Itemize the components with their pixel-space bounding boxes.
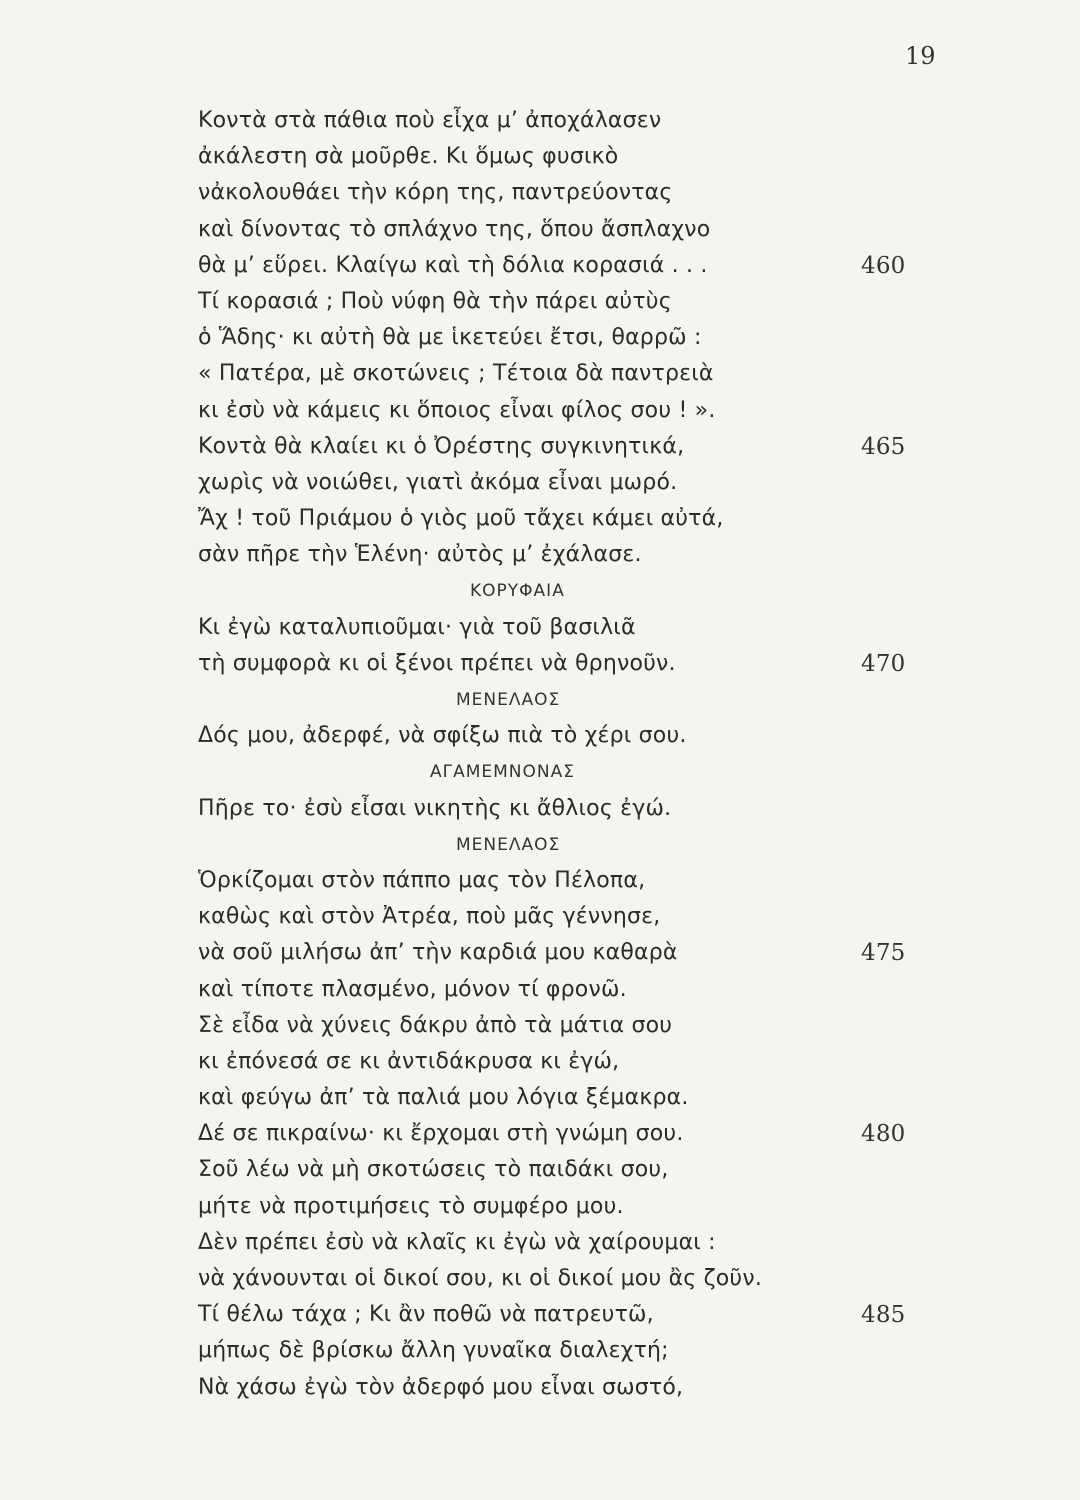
- speaker-name: ΑΓΑΜΕΜΝΟΝΑΣ: [430, 762, 575, 783]
- verse-text: Σοῦ λέω νὰ μὴ σκοτώσεις τὸ παιδάκι σου,: [198, 1157, 669, 1183]
- verse-line: [198, 1080, 918, 1116]
- poem-text: [198, 103, 918, 1406]
- verse-line: [198, 429, 918, 465]
- line-number: 465: [861, 433, 906, 460]
- verse-text: νὰ χάνουνται οἱ δικοί σου, κι οἱ δικοί μου ἂς ζοῦν.: [198, 1266, 763, 1291]
- page-number: 19: [905, 42, 936, 70]
- verse-line: [198, 1333, 918, 1369]
- verse-text: κι ἐσὺ νὰ κάμεις κι ὅποιος εἶναι φίλος σου ! ».: [198, 397, 716, 423]
- verse-line: [198, 103, 918, 139]
- line-number: 460: [861, 252, 906, 279]
- line-number: 470: [861, 650, 906, 677]
- verse-text: καθὼς καὶ στὸν Ἀτρέα, ποὺ μᾶς γέννησε,: [198, 904, 661, 930]
- verse-line: [198, 791, 918, 827]
- verse-line: [198, 1297, 918, 1333]
- verse-text: Κοντὰ στὰ πάθια ποὺ εἶχα μ’ ἀποχάλασεν: [198, 108, 662, 133]
- verse-text: νἀκολουθάει τὴν κόρη της, παντρεύοντας: [198, 180, 673, 206]
- line-number: 480: [861, 1121, 906, 1148]
- verse-line: [198, 1370, 918, 1406]
- verse-line: [198, 175, 918, 211]
- verse-line: [198, 1225, 918, 1261]
- verse-line: [198, 1261, 918, 1297]
- verse-text: ὁ Ἅδης· κι αὐτὴ θὰ με ἱκετεύει ἔτσι, θαρρῶ :: [198, 325, 702, 351]
- speaker-name: ΚΟΡΥΦΑΙΑ: [470, 581, 565, 602]
- verse-line: [198, 212, 918, 248]
- speaker-name: ΜΕΝΕΛΑΟΣ: [456, 690, 561, 710]
- verse-text: καὶ φεύγω ἀπ’ τὰ παλιά μου λόγια ξέμακρα.: [198, 1085, 689, 1111]
- verse-text: ἀκάλεστη σὰ μοῦρθε. Κι ὅμως φυσικὸ: [198, 144, 619, 170]
- verse-text: Νὰ χάσω ἐγὼ τὸν ἀδερφό μου εἶναι σωστό,: [198, 1374, 684, 1400]
- verse-line: [198, 718, 918, 754]
- verse-text: Ὁρκίζομαι στὸν πάππο μας τὸν Πέλοπα,: [198, 867, 646, 893]
- verse-text: Κι ἐγὼ καταλυπιοῦμαι· γιὰ τοῦ βασιλιᾶ: [198, 614, 636, 640]
- verse-text: καὶ δίνοντας τὸ σπλάχνο της, ὅπου ἄσπλαχνο: [198, 216, 711, 242]
- verse-text: Πῆρε το· ἐσὺ εἶσαι νικητὴς κι ἄθλιος ἐγώ.: [198, 795, 672, 821]
- verse-line: [198, 863, 918, 899]
- speaker-name: ΜΕΝΕΛΑΟΣ: [456, 834, 561, 855]
- verse-text: « Πατέρα, μὲ σκοτώνεις ; Τέτοια δὰ παντρειὰ: [198, 361, 714, 387]
- verse-line: [198, 393, 918, 429]
- verse-text: Τί κορασιά ; Ποὺ νύφη θὰ τὴν πάρει αὐτὺς: [198, 288, 672, 314]
- verse-text: θὰ μ’ εὕρει. Κλαίγω καὶ τὴ δόλια κορασιά . . .: [198, 252, 708, 278]
- verse-line: [198, 610, 918, 646]
- verse-line: [198, 248, 918, 284]
- verse-text: Δέ σε πικραίνω· κι ἔρχομαι στὴ γνώμη σου.: [198, 1121, 684, 1147]
- verse-text: Τί θέλω τάχα ; Κι ἂν ποθῶ νὰ πατρευτῶ,: [198, 1302, 654, 1328]
- verse-text: Κοντὰ θὰ κλαίει κι ὁ Ὀρέστης συγκινητικά,: [198, 433, 685, 459]
- verse-line: [198, 465, 918, 501]
- verse-line: [198, 646, 918, 682]
- verse-line: [198, 1044, 918, 1080]
- verse-line: [198, 1189, 918, 1225]
- verse-line: [198, 139, 918, 175]
- verse-text: Ἄχ ! τοῦ Πριάμου ὁ γιὸς μοῦ τἄχει κάμει αὐτά,: [198, 506, 724, 532]
- line-number: 475: [861, 940, 906, 967]
- verse-line: [198, 284, 918, 320]
- verse-text: Σὲ εἶδα νὰ χύνεις δάκρυ ἀπὸ τὰ μάτια σου: [198, 1012, 673, 1038]
- line-number: 485: [861, 1302, 906, 1329]
- verse-line: [198, 1008, 918, 1044]
- verse-line: [198, 935, 918, 971]
- verse-text: κι ἐπόνεσά σε κι ἀντιδάκρυσα κι ἐγώ,: [198, 1048, 620, 1074]
- verse-text: Δός μου, ἀδερφέ, νὰ σφίξω πιὰ τὸ χέρι σου.: [198, 723, 687, 749]
- verse-line: [198, 501, 918, 537]
- verse-line: [198, 537, 918, 573]
- verse-text: Δὲν πρέπει ἐσὺ νὰ κλαῖς κι ἐγὼ νὰ χαίρουμαι :: [198, 1229, 716, 1255]
- verse-line: [198, 899, 918, 935]
- verse-line: [198, 356, 918, 392]
- verse-text: μήπως δὲ βρίσκω ἄλλη γυναῖκα διαλεχτή;: [198, 1338, 669, 1364]
- verse-text: καὶ τίποτε πλασμένο, μόνον τί φρονῶ.: [198, 976, 627, 1002]
- verse-text: τὴ συμφορὰ κι οἱ ξένοι πρέπει νὰ θρηνοῦν.: [198, 650, 676, 676]
- verse-line: [198, 1116, 918, 1152]
- verse-text: μήτε νὰ προτιμήσεις τὸ συμφέρο μου.: [198, 1193, 624, 1219]
- verse-text: σὰν πῆρε τὴν Ἑλένη· αὐτὸς μ’ ἐχάλασε.: [198, 542, 642, 568]
- verse-text: νὰ σοῦ μιλήσω ἀπ’ τὴν καρδιά μου καθαρὰ: [198, 940, 678, 966]
- verse-text: χωρὶς νὰ νοιώθει, γιατὶ ἀκόμα εἶναι μωρό.: [198, 469, 678, 495]
- verse-line: [198, 972, 918, 1008]
- verse-line: [198, 1152, 918, 1188]
- verse-line: [198, 320, 918, 356]
